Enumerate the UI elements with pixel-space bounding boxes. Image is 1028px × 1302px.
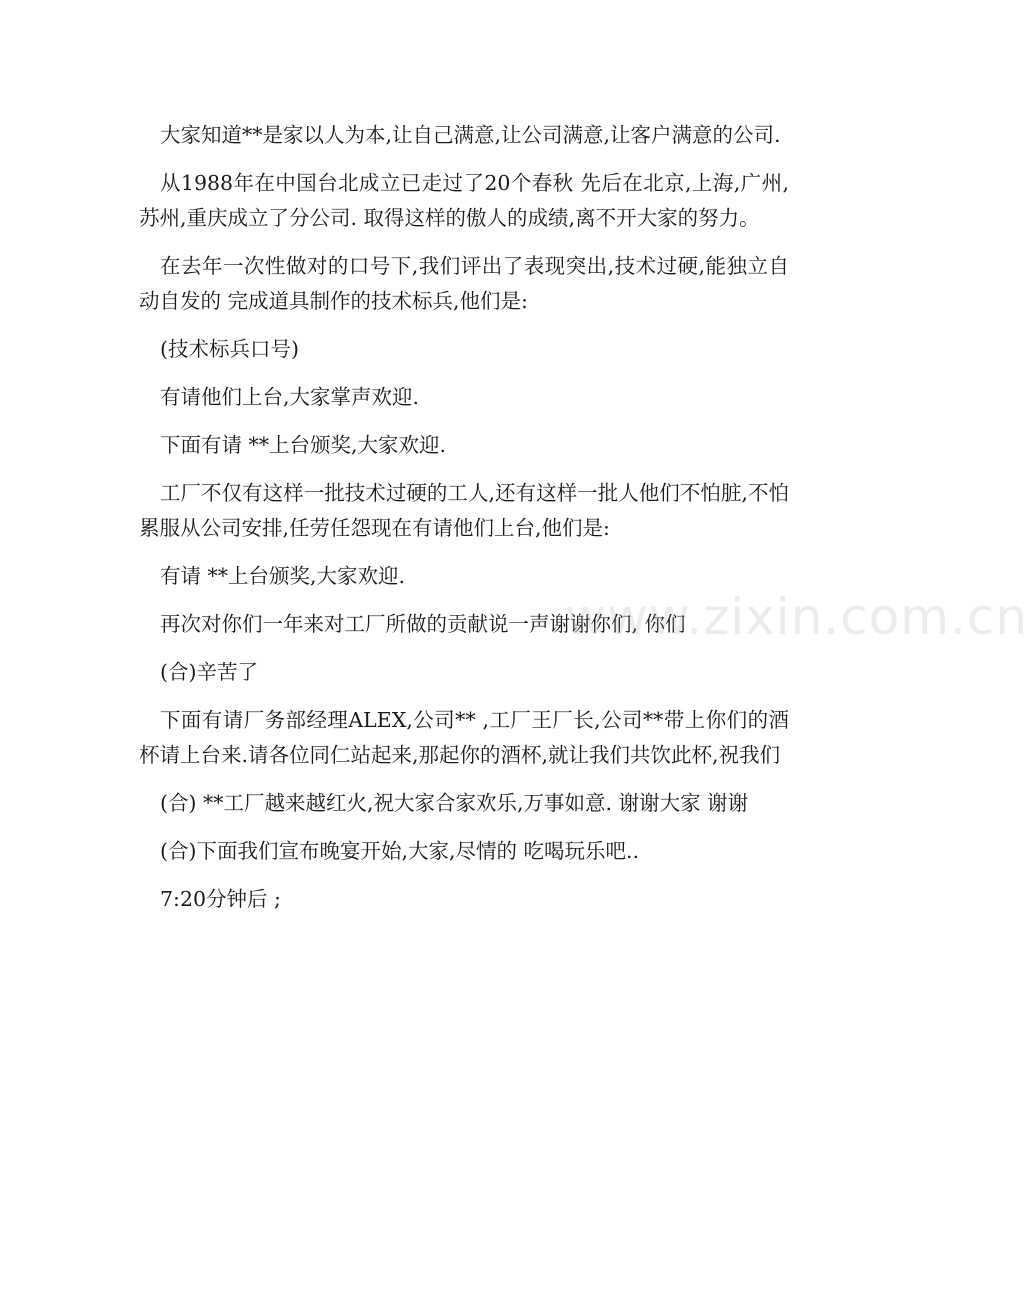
paragraph-invite-stage: 有请他们上台,大家掌声欢迎. xyxy=(160,385,420,409)
paragraph-thanks: 再次对你们一年来对工厂所做的贡献说一声谢谢你们, 你们 xyxy=(160,612,686,636)
paragraph-time: 7:20分钟后 ; xyxy=(160,887,281,911)
paragraph-present-award-2: 有请 **上台颁奖,大家欢迎. xyxy=(160,564,406,588)
paragraph-history: 从1988年在中国台北成立已走过了20个春秋 先后在北京,上海,广州,苏州,重庆成立了分公司. 取得这样的傲人的成绩,离不开大家的努力。 xyxy=(139,171,789,230)
document-body xyxy=(139,118,789,930)
paragraph-toast: 下面有请厂务部经理ALEX,公司** ,工厂王厂长,公司**带上你们的酒杯请上台来.请各位同仁站起来,那起你的酒杯,就让我们共饮此杯,祝我们 xyxy=(139,708,789,767)
paragraph-slogan: (技术标兵口号) xyxy=(160,337,299,361)
paragraph-intro: 大家知道**是家以人为本,让自己满意,让公司满意,让客户满意的公司. xyxy=(160,123,781,147)
watermark: www.zixin.com.cn xyxy=(565,588,1028,646)
paragraph-award-intro: 在去年一次性做对的口号下,我们评出了表现突出,技术过硬,能独立自动自发的 完成道具制作的技术标兵,他们是: xyxy=(139,254,789,313)
paragraph-present-award-1: 下面有请 **上台颁奖,大家欢迎. xyxy=(160,433,447,457)
paragraph-banquet: (合)下面我们宣布晚宴开始,大家,尽情的 吃喝玩乐吧.. xyxy=(160,839,640,863)
paragraph-chorus-1: (合)辛苦了 xyxy=(160,660,258,684)
paragraph-workers: 工厂不仅有这样一批技术过硬的工人,还有这样一批人他们不怕脏,不怕累服从公司安排,任劳任怨现在有请他们上台,他们是: xyxy=(139,481,789,540)
paragraph-chorus-2: (合) **工厂越来越红火,祝大家合家欢乐,万事如意. 谢谢大家 谢谢 xyxy=(160,791,749,815)
